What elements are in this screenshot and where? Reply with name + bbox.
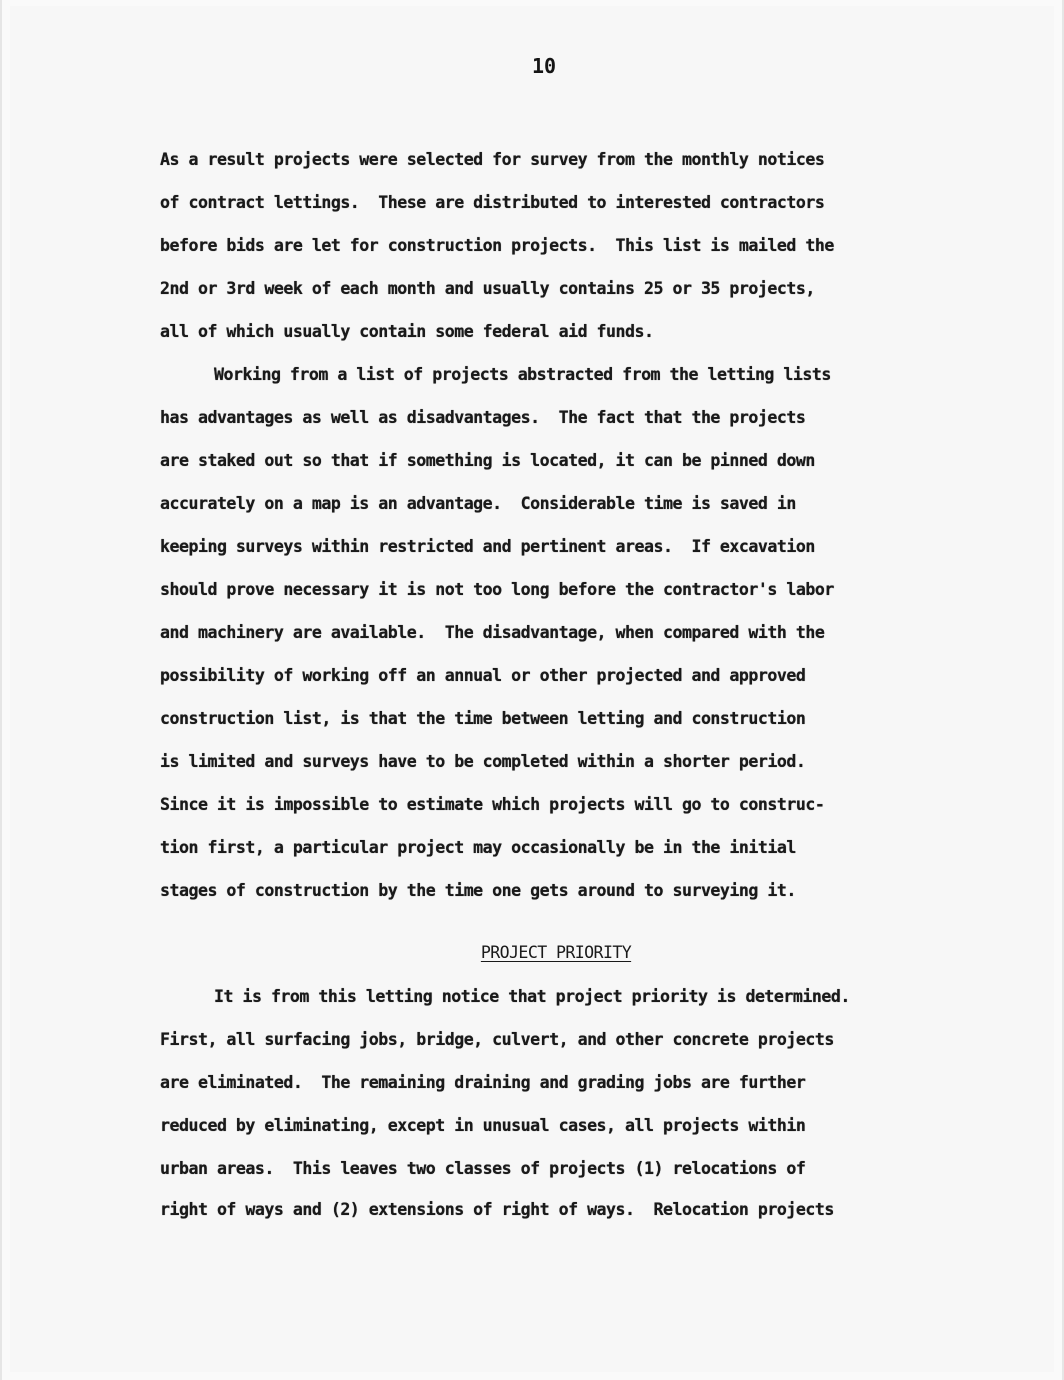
page-number: 10 bbox=[531, 54, 557, 78]
text-line: tion first, a particular project may occasionally be in the initial bbox=[160, 838, 796, 857]
text-line: possibility of working off an annual or other projected and approved bbox=[160, 666, 806, 685]
text-line: urban areas. This leaves two classes of projects (1) relocations of bbox=[160, 1159, 806, 1178]
text-line: First, all surfacing jobs, bridge, culvert, and other concrete projects bbox=[160, 1030, 834, 1049]
text-line: keeping surveys within restricted and pertinent areas. If excavation bbox=[160, 537, 815, 556]
text-line: Since it is impossible to estimate which projects will go to construc- bbox=[160, 795, 825, 814]
text-line: all of which usually contain some federal aid funds. bbox=[160, 322, 654, 341]
text-line: are staked out so that if something is located, it can be pinned down bbox=[160, 451, 815, 470]
text-line: As a result projects were selected for survey from the monthly notices bbox=[160, 150, 825, 169]
text-line: are eliminated. The remaining draining and grading jobs are further bbox=[160, 1073, 806, 1092]
text-line: It is from this letting notice that project priority is determined. bbox=[214, 987, 850, 1006]
text-line: should prove necessary it is not too long before the contractor's labor bbox=[160, 580, 834, 599]
text-line: is limited and surveys have to be completed within a shorter period. bbox=[160, 752, 806, 771]
text-line: before bids are let for construction projects. This list is mailed the bbox=[160, 236, 834, 255]
text-line: of contract lettings. These are distributed to interested contractors bbox=[160, 193, 825, 212]
section-heading: PROJECT PRIORITY bbox=[480, 943, 632, 962]
text-line: right of ways and (2) extensions of right of ways. Relocation projects bbox=[160, 1200, 834, 1219]
text-line: 2nd or 3rd week of each month and usually contains 25 or 35 projects, bbox=[160, 279, 815, 298]
text-line: has advantages as well as disadvantages. The fact that the projects bbox=[160, 408, 806, 427]
text-line: and machinery are available. The disadvantage, when compared with the bbox=[160, 623, 825, 642]
text-line: accurately on a map is an advantage. Considerable time is saved in bbox=[160, 494, 796, 513]
text-line: construction list, is that the time between letting and construction bbox=[160, 709, 806, 728]
text-line: stages of construction by the time one gets around to surveying it. bbox=[160, 881, 796, 900]
text-line: Working from a list of projects abstracted from the letting lists bbox=[214, 365, 831, 384]
text-line: reduced by eliminating, except in unusual cases, all projects within bbox=[160, 1116, 806, 1135]
